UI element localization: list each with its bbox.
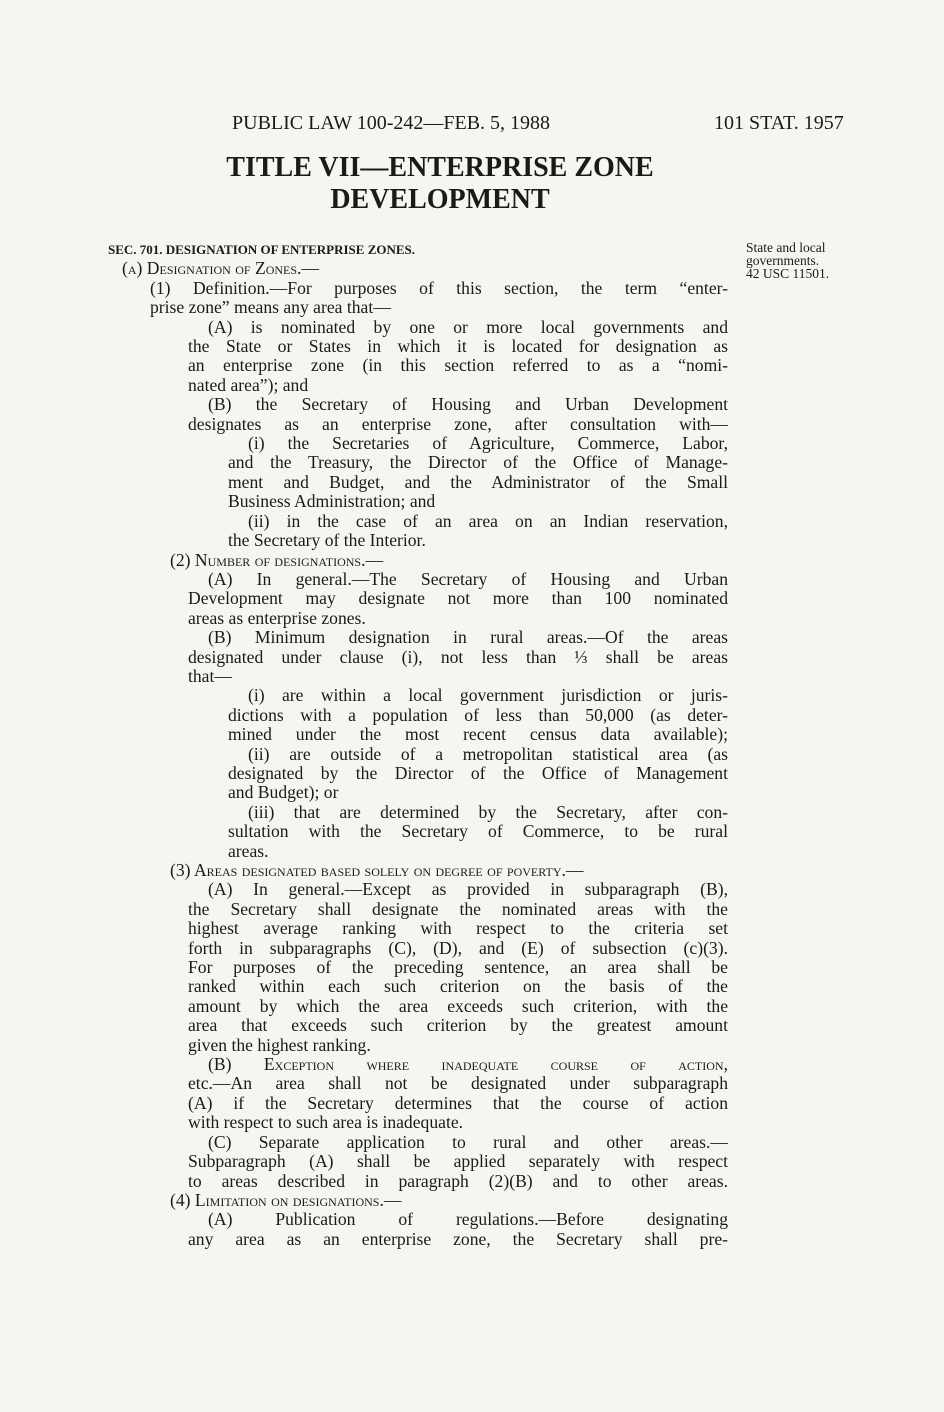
- text-line: (ii) in the case of an area on an Indian reservation,: [248, 510, 728, 531]
- paragraph-1-B-i: [108, 434, 728, 512]
- paragraph-1-B: [108, 395, 728, 434]
- text-line: (B) the Secretary of Housing and Urban Development: [208, 394, 728, 415]
- title-line-1: TITLE VII—ENTERPRISE ZONE: [226, 152, 654, 183]
- text-line: (C) Separate application to rural and other areas.—: [208, 1131, 728, 1152]
- paragraph-3-A: [108, 880, 728, 1055]
- paragraph-2-heading: (2) Number of designations.—: [170, 549, 384, 570]
- text-line: (i) the Secretaries of Agriculture, Commerce, Labor,: [248, 433, 728, 454]
- paragraph-2-B-iii: [108, 803, 728, 861]
- title-line-2: DEVELOPMENT: [330, 184, 550, 215]
- text-line: an enterprise zone (in this section referred to as a “nomi-: [188, 355, 728, 376]
- text-line: sultation with the Secretary of Commerce, to be rural: [228, 821, 728, 842]
- text-line: Development may designate not more than 100 nominated: [188, 588, 728, 609]
- paragraph-4-A: [108, 1210, 728, 1249]
- statute-page-number: 101 STAT. 1957: [714, 112, 844, 134]
- text-line: ment and Budget, and the Administrator of the Small: [228, 471, 728, 492]
- section-heading: SEC. 701. DESIGNATION OF ENTERPRISE ZONES.: [108, 242, 416, 257]
- text-line: that—: [188, 665, 232, 686]
- text-line: with respect to such area is inadequate.: [188, 1112, 464, 1133]
- text-line: (iii) that are determined by the Secretary, after con-: [248, 801, 728, 822]
- text-line: Subparagraph (A) shall be applied separately with respect: [188, 1151, 728, 1172]
- text-line: given the highest ranking.: [188, 1034, 371, 1055]
- text-line: areas.: [228, 840, 269, 861]
- paragraph-1-A: [108, 318, 728, 396]
- text-line: the Secretary of the Interior.: [228, 530, 426, 551]
- statute-body: [108, 240, 728, 1249]
- text-line: Business Administration; and: [228, 491, 436, 512]
- text-line: and the Treasury, the Director of the Office of Manage-: [228, 452, 728, 473]
- text-line: the State or States in which it is located for designation as: [188, 336, 728, 357]
- text-line: the Secretary shall designate the nominated areas with the: [188, 898, 728, 919]
- paragraph-2-B-i: [108, 686, 728, 744]
- title-heading: [150, 152, 730, 216]
- text-line: amount by which the area exceeds such criterion, with the: [188, 995, 728, 1016]
- paragraph-2-A: [108, 570, 728, 628]
- text-line: (i) are within a local government jurisdiction or juris-: [248, 685, 728, 706]
- text-line: (A) In general.—Except as provided in subparagraph (B),: [208, 879, 728, 900]
- text-line: and Budget); or: [228, 782, 339, 803]
- text-line: For purposes of the preceding sentence, an area shall be: [188, 957, 728, 978]
- text-line: (A) Publication of regulations.—Before designating: [208, 1209, 728, 1230]
- subsection-a-heading: (a) Designation of Zones.—: [122, 258, 320, 279]
- paragraph-1: [108, 279, 728, 318]
- text-line: any area as an enterprise zone, the Secretary shall pre-: [188, 1228, 728, 1249]
- text-line: mined under the most recent census data available);: [228, 724, 728, 745]
- running-header: PUBLIC LAW 100-242—FEB. 5, 1988: [232, 112, 551, 134]
- margin-note-line: State and local: [746, 240, 826, 255]
- text-line: to areas described in paragraph (2)(B) and to other areas.: [188, 1170, 728, 1191]
- paragraph-2-B-ii: [108, 745, 728, 803]
- text-line: (ii) are outside of a metropolitan statistical area (as: [248, 743, 728, 764]
- text-line: designates as an enterprise zone, after consultation with—: [188, 413, 728, 434]
- text-line: (A) is nominated by one or more local governments and: [208, 316, 728, 337]
- margin-note-line: 42 USC 11501.: [746, 266, 830, 281]
- text-line: ranked within each such criterion on the basis of the: [188, 976, 728, 997]
- paragraph-4-heading: (4) Limitation on designations.—: [170, 1189, 402, 1210]
- text-line: (A) if the Secretary determines that the course of action: [188, 1092, 728, 1113]
- text-line: prise zone” means any area that—: [150, 297, 391, 318]
- text-line: (B) Exception where inadequate course of action,: [208, 1054, 728, 1075]
- text-line: (B) Minimum designation in rural areas.—Of the areas: [208, 627, 728, 648]
- margin-note: [746, 241, 896, 280]
- paragraph-1-B-ii: [108, 512, 728, 551]
- text-line: etc.—An area shall not be designated under subparagraph: [188, 1073, 728, 1094]
- text-line: (1) Definition.—For purposes of this section, the term “enter-: [150, 277, 728, 298]
- text-line: designated by the Director of the Office of Management: [228, 762, 728, 783]
- text-line: designated under clause (i), not less than ⅓ shall be areas: [188, 646, 728, 667]
- text-line: areas as enterprise zones.: [188, 607, 366, 628]
- text-line: area that exceeds such criterion by the greatest amount: [188, 1015, 728, 1036]
- paragraph-3-B: [108, 1055, 728, 1133]
- margin-note-line: governments.: [746, 253, 820, 268]
- paragraph-3-C: [108, 1133, 728, 1191]
- text-line: nated area”); and: [188, 374, 309, 395]
- text-line: forth in subparagraphs (C), (D), and (E) of subsection (c)(3).: [188, 937, 728, 958]
- paragraph-2-B: [108, 628, 728, 686]
- paragraph-3-heading: (3) Areas designated based solely on degree of poverty.—: [170, 860, 584, 880]
- text-line: dictions with a population of less than 50,000 (as deter-: [228, 704, 728, 725]
- text-line: (A) In general.—The Secretary of Housing and Urban: [208, 568, 728, 589]
- text-line: highest average ranking with respect to the criteria set: [188, 918, 728, 939]
